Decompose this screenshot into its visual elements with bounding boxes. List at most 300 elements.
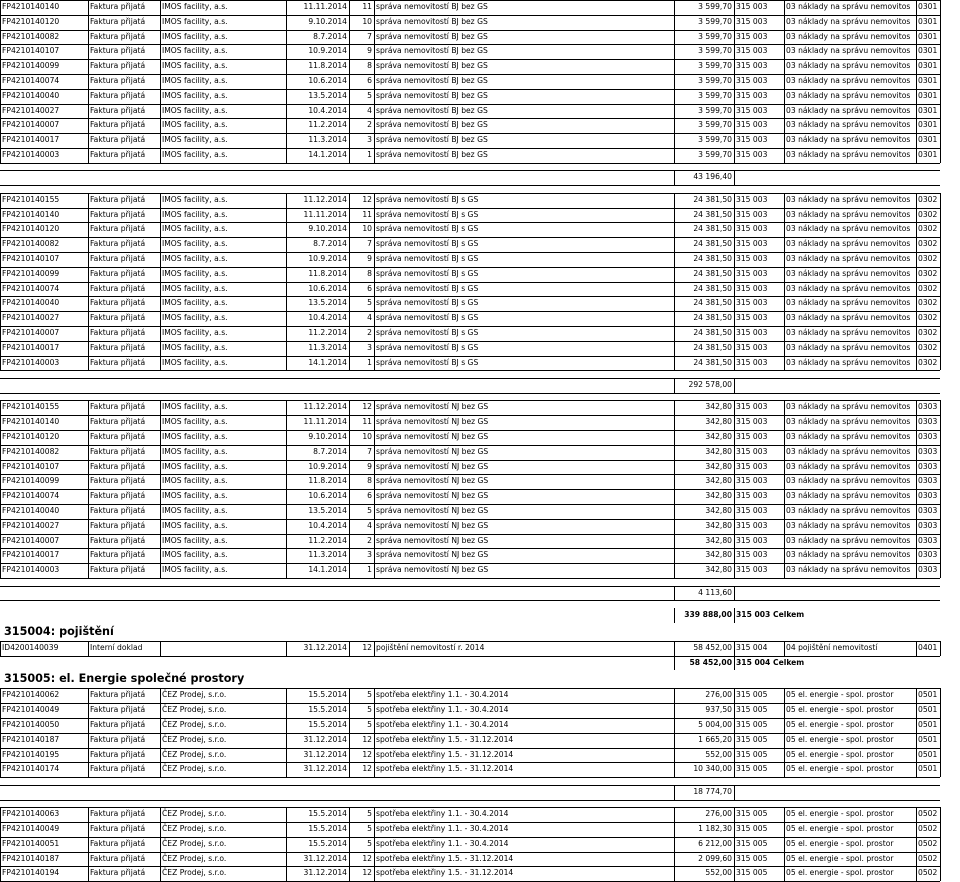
account-cell: 315 003 (736, 194, 768, 204)
column-divider (674, 641, 675, 656)
doc-type-cell: Faktura přijatá (90, 734, 146, 744)
row-divider (0, 586, 940, 587)
partner-cell: IMOS facility, a.s. (162, 432, 228, 441)
table-row (0, 296, 960, 311)
cost-category-cell: 03 náklady na správu nemovitos (786, 61, 911, 71)
cost-code-cell: 0401 (918, 642, 938, 652)
table-row (0, 641, 960, 656)
doc-number-cell: FP4210140040 (2, 298, 60, 308)
cost-category-cell: 03 náklady na správu nemovitos (786, 224, 911, 234)
partner-cell: IMOS facility, a.s. (162, 461, 228, 471)
description-cell: správa nemovitostí NJ bez GS (376, 476, 489, 486)
account-cell: 315 003 (736, 550, 768, 560)
description-cell: správa nemovitostí NJ bez GS (376, 402, 489, 412)
description-cell: spotřeba elektřiny 1.5. - 31.12.2014 (376, 749, 514, 759)
table-row (0, 474, 960, 489)
column-divider (734, 586, 735, 601)
subtotal-row (0, 785, 960, 800)
period-cell: 6 (367, 76, 372, 85)
cost-category-cell: 05 el. energie - spol. prostor (786, 734, 894, 744)
doc-number-cell: FP4210140003 (2, 565, 60, 575)
column-divider (0, 688, 1, 777)
cost-category-cell: 03 náklady na správu nemovitos (786, 90, 911, 100)
doc-type-cell: Faktura přijatá (90, 328, 146, 337)
partner-cell: IMOS facility, a.s. (162, 298, 228, 308)
column-divider (674, 586, 675, 601)
column-divider (734, 193, 735, 371)
period-cell: 5 (367, 506, 372, 515)
column-divider (674, 170, 675, 185)
description-cell: správa nemovitostí NJ bez GS (376, 417, 489, 427)
doc-date-cell: 11.2.2014 (308, 120, 347, 130)
account-cell: 315 003 (736, 476, 768, 486)
amount-cell: 24 381,50 (693, 239, 732, 249)
table-row (0, 822, 960, 837)
account-cell: 315 003 (736, 565, 768, 575)
period-cell: 5 (367, 720, 372, 729)
cost-code-cell: 0303 (918, 402, 938, 412)
doc-date-cell: 10.4.2014 (308, 105, 347, 115)
doc-date-cell: 15.5.2014 (308, 824, 347, 833)
description-cell: správa nemovitostí BJ bez GS (376, 135, 488, 145)
doc-type-cell: Faktura přijatá (90, 16, 146, 26)
cost-category-cell: 05 el. energie - spol. prostor (786, 824, 894, 833)
cost-code-cell: 0302 (918, 328, 938, 337)
column-divider (88, 688, 89, 777)
amount-cell: 24 381,50 (693, 224, 732, 234)
amount-cell: 24 381,50 (693, 254, 732, 263)
column-divider (0, 807, 1, 881)
doc-number-cell: FP4210140099 (2, 61, 60, 71)
doc-date-cell: 11.11.2014 (303, 417, 347, 427)
partner-cell: IMOS facility, a.s. (162, 565, 228, 575)
doc-date-cell: 14.1.2014 (308, 357, 347, 367)
doc-date-cell: 31.12.2014 (303, 734, 347, 744)
doc-number-cell: FP4210140074 (2, 491, 60, 501)
table-row (0, 415, 960, 430)
doc-date-cell: 13.5.2014 (308, 90, 347, 100)
period-cell: 12 (362, 402, 372, 412)
cost-code-cell: 0502 (918, 853, 938, 863)
column-divider (734, 0, 735, 163)
doc-number-cell: FP4210140120 (2, 224, 60, 234)
cost-category-cell: 03 náklady na správu nemovitos (786, 357, 911, 367)
doc-type-cell: Faktura přijatá (90, 446, 146, 456)
table-row (0, 74, 960, 89)
period-cell: 2 (367, 535, 372, 545)
account-cell: 315 003 (736, 105, 768, 115)
column-divider (160, 400, 161, 578)
doc-type-cell: Faktura přijatá (90, 705, 146, 715)
account-cell: 315 003 (736, 446, 768, 456)
doc-number-cell: FP4210140082 (2, 31, 60, 41)
period-cell: 6 (367, 283, 372, 293)
column-divider (784, 641, 785, 656)
cost-category-cell: 03 náklady na správu nemovitos (786, 432, 911, 441)
account-cell: 315 003 (736, 283, 768, 293)
doc-date-cell: 9.10.2014 (308, 432, 347, 441)
description-cell: správa nemovitostí NJ bez GS (376, 446, 489, 456)
table-row (0, 326, 960, 341)
subtotal-amount: 4 113,60 (698, 587, 732, 597)
doc-type-cell: Faktura přijatá (90, 31, 146, 41)
doc-date-cell: 10.9.2014 (308, 254, 347, 263)
column-divider (916, 688, 917, 777)
cost-code-cell: 0501 (918, 705, 938, 715)
partner-cell: IMOS facility, a.s. (162, 46, 228, 56)
amount-cell: 552,00 (705, 868, 732, 878)
doc-date-cell: 11.2.2014 (308, 328, 347, 337)
amount-cell: 58 452,00 (693, 642, 732, 652)
subtotal-amount: 292 578,00 (688, 380, 732, 389)
table-row (0, 237, 960, 252)
description-cell: správa nemovitostí BJ bez GS (376, 90, 488, 100)
cost-category-cell: 03 náklady na správu nemovitos (786, 550, 911, 560)
account-cell: 315 005 (736, 868, 768, 878)
partner-cell: ČEZ Prodej, s.r.o. (162, 734, 227, 744)
partner-cell: IMOS facility, a.s. (162, 446, 228, 456)
description-cell: spotřeba elektřiny 1.1. - 30.4.2014 (376, 838, 509, 848)
cost-code-cell: 0302 (918, 239, 938, 249)
column-divider (734, 807, 735, 881)
cost-code-cell: 0301 (918, 90, 938, 100)
cost-code-cell: 0301 (918, 16, 938, 26)
cost-category-cell: 03 náklady na správu nemovitos (786, 76, 911, 85)
partner-cell: IMOS facility, a.s. (162, 357, 228, 367)
amount-cell: 552,00 (705, 749, 732, 759)
partner-cell: IMOS facility, a.s. (162, 150, 228, 159)
description-cell: správa nemovitostí NJ bez GS (376, 535, 489, 545)
amount-cell: 3 599,70 (698, 31, 732, 41)
doc-number-cell: FP4210140174 (2, 764, 60, 774)
column-divider (916, 0, 917, 163)
cost-category-cell: 03 náklady na správu nemovitos (786, 520, 911, 530)
doc-type-cell: Faktura přijatá (90, 690, 146, 700)
description-cell: správa nemovitostí BJ s GS (376, 254, 479, 263)
doc-type-cell: Faktura přijatá (90, 313, 146, 323)
cost-code-cell: 0303 (918, 550, 938, 560)
doc-number-cell: FP4210140040 (2, 90, 60, 100)
cost-category-cell: 03 náklady na správu nemovitos (786, 446, 911, 456)
partner-cell: IMOS facility, a.s. (162, 76, 228, 85)
description-cell: správa nemovitostí BJ bez GS (376, 2, 488, 11)
partner-cell: IMOS facility, a.s. (162, 283, 228, 293)
doc-type-cell: Faktura přijatá (90, 254, 146, 263)
cost-code-cell: 0303 (918, 506, 938, 515)
column-divider (349, 400, 350, 578)
period-cell: 12 (362, 734, 372, 744)
cost-code-cell: 0302 (918, 342, 938, 352)
period-cell: 9 (367, 461, 372, 471)
doc-number-cell: FP4210140140 (2, 2, 60, 11)
description-cell: správa nemovitostí BJ s GS (376, 268, 479, 278)
cost-category-cell: 03 náklady na správu nemovitos (786, 565, 911, 575)
partner-cell: IMOS facility, a.s. (162, 535, 228, 545)
description-cell: spotřeba elektřiny 1.5. - 31.12.2014 (376, 868, 514, 878)
cost-code-cell: 0502 (918, 824, 938, 833)
doc-type-cell: Faktura přijatá (90, 357, 146, 367)
amount-cell: 3 599,70 (698, 61, 732, 71)
account-cell: 315 005 (736, 720, 768, 729)
subtotal-amount: 18 774,70 (693, 786, 732, 796)
doc-type-cell: Faktura přijatá (90, 298, 146, 308)
cost-code-cell: 0301 (918, 120, 938, 130)
doc-date-cell: 31.12.2014 (303, 764, 347, 774)
column-divider (784, 0, 785, 163)
cost-category-cell: 05 el. energie - spol. prostor (786, 720, 894, 729)
column-divider (734, 641, 735, 656)
partner-cell: IMOS facility, a.s. (162, 506, 228, 515)
column-divider (674, 400, 675, 578)
period-cell: 12 (362, 868, 372, 878)
column-divider (374, 641, 375, 656)
column-divider (88, 400, 89, 578)
doc-number-cell: FP4210140051 (2, 838, 60, 848)
doc-date-cell: 31.12.2014 (303, 642, 347, 652)
column-divider (674, 378, 675, 393)
amount-cell: 6 212,00 (698, 838, 732, 848)
description-cell: správa nemovitostí BJ s GS (376, 328, 479, 337)
amount-cell: 3 599,70 (698, 2, 732, 11)
doc-type-cell: Faktura přijatá (90, 461, 146, 471)
period-cell: 5 (367, 824, 372, 833)
doc-number-cell: FP4210140107 (2, 46, 60, 56)
cost-category-cell: 04 pojištění nemovitostí (786, 642, 878, 652)
column-divider (940, 0, 941, 163)
period-cell: 5 (367, 298, 372, 308)
column-divider (0, 641, 1, 656)
amount-cell: 342,80 (705, 565, 732, 575)
doc-date-cell: 10.6.2014 (308, 283, 347, 293)
doc-number-cell: FP4210140082 (2, 239, 60, 249)
amount-cell: 342,80 (705, 446, 732, 456)
doc-number-cell: FP4210140194 (2, 868, 60, 878)
cost-code-cell: 0501 (918, 690, 938, 700)
table-row (0, 504, 960, 519)
description-cell: správa nemovitostí NJ bez GS (376, 520, 489, 530)
doc-type-cell: Faktura přijatá (90, 535, 146, 545)
partner-cell: IMOS facility, a.s. (162, 520, 228, 530)
amount-cell: 3 599,70 (698, 46, 732, 56)
partner-cell: IMOS facility, a.s. (162, 2, 228, 11)
column-divider (784, 400, 785, 578)
description-cell: správa nemovitostí BJ bez GS (376, 16, 488, 26)
cost-code-cell: 0301 (918, 105, 938, 115)
table-row (0, 688, 960, 703)
period-cell: 1 (367, 565, 372, 575)
period-cell: 5 (367, 838, 372, 848)
description-cell: správa nemovitostí BJ s GS (376, 209, 479, 219)
description-cell: správa nemovitostí NJ bez GS (376, 432, 489, 441)
subtotal-row (0, 170, 960, 185)
column-divider (286, 688, 287, 777)
amount-cell: 24 381,50 (693, 342, 732, 352)
doc-date-cell: 15.5.2014 (308, 720, 347, 729)
partner-cell: IMOS facility, a.s. (162, 31, 228, 41)
period-cell: 5 (367, 690, 372, 700)
doc-number-cell: FP4210140107 (2, 254, 60, 263)
doc-date-cell: 11.3.2014 (308, 550, 347, 560)
doc-type-cell: Faktura přijatá (90, 824, 146, 833)
cost-category-cell: 03 náklady na správu nemovitos (786, 342, 911, 352)
amount-cell: 24 381,50 (693, 357, 732, 367)
cost-category-cell: 05 el. energie - spol. prostor (786, 764, 894, 774)
period-cell: 7 (367, 446, 372, 456)
period-cell: 5 (367, 90, 372, 100)
column-divider (916, 193, 917, 371)
column-divider (734, 785, 735, 800)
period-cell: 12 (362, 194, 372, 204)
doc-date-cell: 15.5.2014 (308, 838, 347, 848)
period-cell: 1 (367, 357, 372, 367)
description-cell: správa nemovitostí BJ s GS (376, 298, 479, 308)
amount-cell: 24 381,50 (693, 209, 732, 219)
period-cell: 8 (367, 268, 372, 278)
partner-cell: IMOS facility, a.s. (162, 328, 228, 337)
doc-number-cell: FP4210140049 (2, 705, 60, 715)
account-cell: 315 005 (736, 824, 768, 833)
partner-cell: ČEZ Prodej, s.r.o. (162, 838, 227, 848)
amount-cell: 342,80 (705, 520, 732, 530)
doc-date-cell: 14.1.2014 (308, 150, 347, 159)
partner-cell: IMOS facility, a.s. (162, 135, 228, 145)
description-cell: spotřeba elektřiny 1.1. - 30.4.2014 (376, 720, 509, 729)
amount-cell: 3 599,70 (698, 150, 732, 159)
description-cell: správa nemovitostí BJ bez GS (376, 150, 488, 159)
partner-cell: IMOS facility, a.s. (162, 90, 228, 100)
row-divider (0, 777, 940, 778)
account-cell: 315 003 (736, 506, 768, 515)
doc-date-cell: 11.11.2014 (303, 209, 347, 219)
cost-category-cell: 03 náklady na správu nemovitos (786, 506, 911, 515)
doc-type-cell: Faktura přijatá (90, 224, 146, 234)
doc-number-cell: FP4210140007 (2, 120, 60, 130)
column-divider (374, 0, 375, 163)
column-divider (286, 400, 287, 578)
doc-type-cell: Faktura přijatá (90, 565, 146, 575)
partner-cell (160, 641, 286, 656)
account-cell: 315 005 (736, 705, 768, 715)
amount-cell: 276,00 (705, 809, 732, 819)
partner-cell: IMOS facility, a.s. (162, 268, 228, 278)
description-cell: správa nemovitostí BJ bez GS (376, 76, 488, 85)
column-divider (916, 641, 917, 656)
amount-cell: 3 599,70 (698, 90, 732, 100)
cost-category-cell: 05 el. energie - spol. prostor (786, 705, 894, 715)
doc-date-cell: 15.5.2014 (308, 809, 347, 819)
period-cell: 8 (367, 476, 372, 486)
table-row (0, 489, 960, 504)
account-cell: 315 003 (736, 461, 768, 471)
cost-code-cell: 0301 (918, 135, 938, 145)
table-row (0, 703, 960, 718)
doc-type-cell: Faktura přijatá (90, 2, 146, 11)
doc-date-cell: 11.3.2014 (308, 342, 347, 352)
partner-cell: IMOS facility, a.s. (162, 313, 228, 323)
description-cell: správa nemovitostí BJ bez GS (376, 46, 488, 56)
description-cell: správa nemovitostí BJ s GS (376, 239, 479, 249)
partner-cell: ČEZ Prodej, s.r.o. (162, 868, 227, 878)
amount-cell: 937,50 (705, 705, 732, 715)
total-label: 315 004 Celkem (736, 657, 805, 667)
partner-cell: ČEZ Prodej, s.r.o. (162, 809, 227, 819)
doc-date-cell: 11.3.2014 (308, 135, 347, 145)
description-cell: správa nemovitostí BJ s GS (376, 313, 479, 323)
doc-type-cell: Faktura přijatá (90, 432, 146, 441)
description-cell: pojištění nemovitostí r. 2014 (376, 642, 485, 652)
table-row (0, 534, 960, 549)
doc-number-cell: FP4210140007 (2, 328, 60, 337)
partner-cell: IMOS facility, a.s. (162, 476, 228, 486)
table-row (0, 519, 960, 534)
period-cell: 5 (367, 809, 372, 819)
column-divider (0, 400, 1, 578)
doc-number-cell: FP4210140050 (2, 720, 60, 729)
column-divider (674, 785, 675, 800)
period-cell: 11 (362, 417, 372, 427)
account-cell: 315 003 (736, 135, 768, 145)
amount-cell: 3 599,70 (698, 16, 732, 26)
cost-code-cell: 0302 (918, 283, 938, 293)
subtotal-row (0, 586, 960, 601)
cost-category-cell: 03 náklady na správu nemovitos (786, 298, 911, 308)
doc-type-cell: Faktura přijatá (90, 46, 146, 56)
row-divider (0, 185, 940, 186)
doc-number-cell: FP4210140017 (2, 135, 60, 145)
cost-code-cell: 0302 (918, 254, 938, 263)
account-cell: 315 003 (736, 432, 768, 441)
table-row (0, 133, 960, 148)
account-cell: 315 003 (736, 254, 768, 263)
column-divider (0, 193, 1, 371)
account-cell: 315 003 (736, 16, 768, 26)
account-cell: 315 003 (736, 239, 768, 249)
cost-category-cell: 03 náklady na správu nemovitos (786, 2, 911, 11)
amount-cell: 1 665,20 (698, 734, 732, 744)
description-cell: správa nemovitostí NJ bez GS (376, 461, 489, 471)
amount-cell: 24 381,50 (693, 298, 732, 308)
table-row (0, 208, 960, 223)
period-cell: 6 (367, 491, 372, 501)
cost-code-cell: 0502 (918, 809, 938, 819)
cost-code-cell: 0303 (918, 491, 938, 501)
cost-category-cell: 03 náklady na správu nemovitos (786, 535, 911, 545)
column-divider (674, 193, 675, 371)
account-cell: 315 005 (736, 838, 768, 848)
doc-date-cell: 10.4.2014 (308, 520, 347, 530)
doc-number-cell: FP4210140187 (2, 734, 60, 744)
partner-cell: ČEZ Prodej, s.r.o. (162, 720, 227, 729)
account-cell: 315 003 (736, 120, 768, 130)
column-divider (160, 807, 161, 881)
doc-type-cell: Faktura přijatá (90, 194, 146, 204)
column-divider (734, 688, 735, 777)
account-cell: 315 003 (736, 61, 768, 71)
cost-code-cell: 0301 (918, 76, 938, 85)
column-divider (734, 608, 735, 623)
amount-cell: 342,80 (705, 476, 732, 486)
period-cell: 11 (362, 209, 372, 219)
amount-cell: 5 004,00 (698, 720, 732, 729)
account-cell: 315 004 (736, 642, 768, 652)
partner-cell: ČEZ Prodej, s.r.o. (162, 705, 227, 715)
doc-date-cell: 11.12.2014 (303, 194, 347, 204)
cost-code-cell: 0303 (918, 432, 938, 441)
column-divider (940, 400, 941, 578)
doc-type-cell: Faktura přijatá (90, 853, 146, 863)
amount-cell: 342,80 (705, 461, 732, 471)
cost-category-cell: 03 náklady na správu nemovitos (786, 120, 911, 130)
